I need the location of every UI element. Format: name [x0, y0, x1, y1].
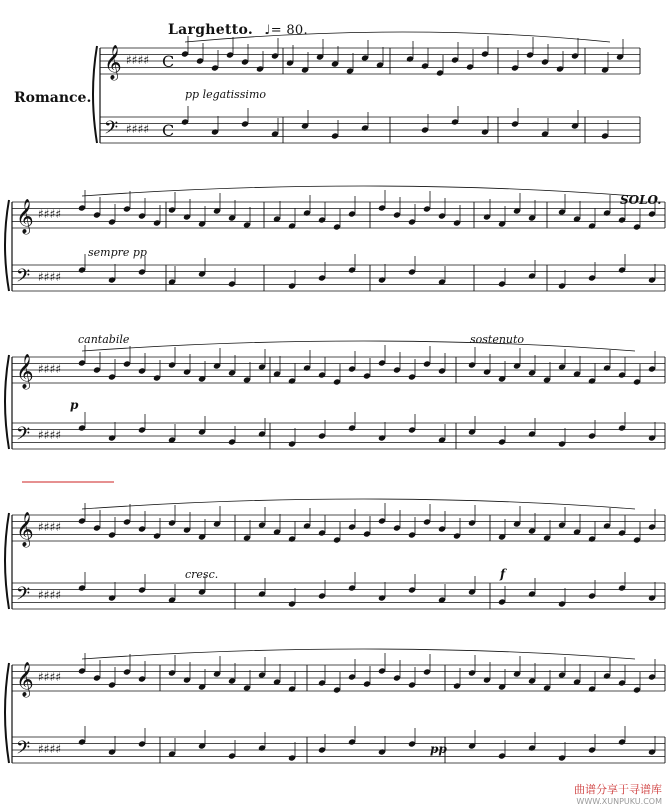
key-signature-sharps: ♯♯♯♯ [126, 122, 150, 136]
dynamic-opening: pp legatissimo [185, 88, 267, 101]
slur-arc [82, 499, 635, 509]
tempo-text: Larghetto. [168, 22, 254, 38]
dynamic-pp: pp [430, 742, 447, 756]
treble-clef-icon: 𝄞 [16, 199, 34, 234]
key-signature-sharps: ♯♯♯♯ [38, 588, 62, 602]
sostenuto-marking: sostenuto [470, 333, 525, 346]
system-brace [5, 513, 9, 609]
key-signature-sharps: ♯♯♯♯ [126, 53, 150, 67]
key-signature-sharps: ♯♯♯♯ [38, 428, 62, 442]
key-signature-sharps: ♯♯♯♯ [38, 362, 62, 376]
system-brace [5, 200, 9, 291]
treble-clef-icon: 𝄞 [16, 354, 34, 389]
time-signature-common-icon: C [162, 52, 175, 71]
system-brace [93, 46, 97, 143]
watermark-site-url: WWW.XUNPUKU.COM [576, 797, 662, 806]
time-signature-common-icon: C [162, 121, 175, 140]
bass-clef-icon: 𝄢 [16, 738, 31, 763]
key-signature-sharps: ♯♯♯♯ [38, 742, 62, 756]
solo-marking: SOLO. [620, 193, 662, 207]
treble-clef-icon: 𝄞 [16, 512, 34, 547]
dynamic-f: f [500, 567, 506, 581]
dynamic-sempre-pp: sempre pp [88, 246, 147, 259]
tempo-marking [168, 22, 308, 38]
dynamic-p: p [70, 398, 79, 412]
watermark [571, 780, 665, 807]
metronome-mark: ♩= 80. [264, 23, 308, 38]
slur-arc [82, 649, 635, 659]
metronome-value: = 80. [270, 23, 308, 38]
bass-clef-icon: 𝄢 [16, 424, 31, 449]
system-brace [5, 663, 9, 763]
bass-clef-icon: 𝄢 [16, 266, 31, 291]
treble-clef-icon: 𝄞 [16, 662, 34, 697]
slur-arc [82, 186, 635, 196]
watermark-site-name: 曲谱分享于寻谱库 [574, 783, 662, 796]
bass-clef-icon: 𝄢 [16, 584, 31, 609]
key-signature-sharps: ♯♯♯♯ [38, 670, 62, 684]
treble-clef-icon: 𝄞 [104, 45, 122, 80]
piece-title: Romance. [14, 90, 92, 106]
cresc-marking: cresc. [185, 568, 219, 581]
key-signature-sharps: ♯♯♯♯ [38, 270, 62, 284]
key-signature-sharps: ♯♯♯♯ [38, 520, 62, 534]
slur-arc [82, 341, 635, 351]
cantabile-marking: cantabile [78, 333, 130, 346]
bass-clef-icon: 𝄢 [104, 118, 119, 143]
system-brace [5, 355, 9, 449]
key-signature-sharps: ♯♯♯♯ [38, 207, 62, 221]
